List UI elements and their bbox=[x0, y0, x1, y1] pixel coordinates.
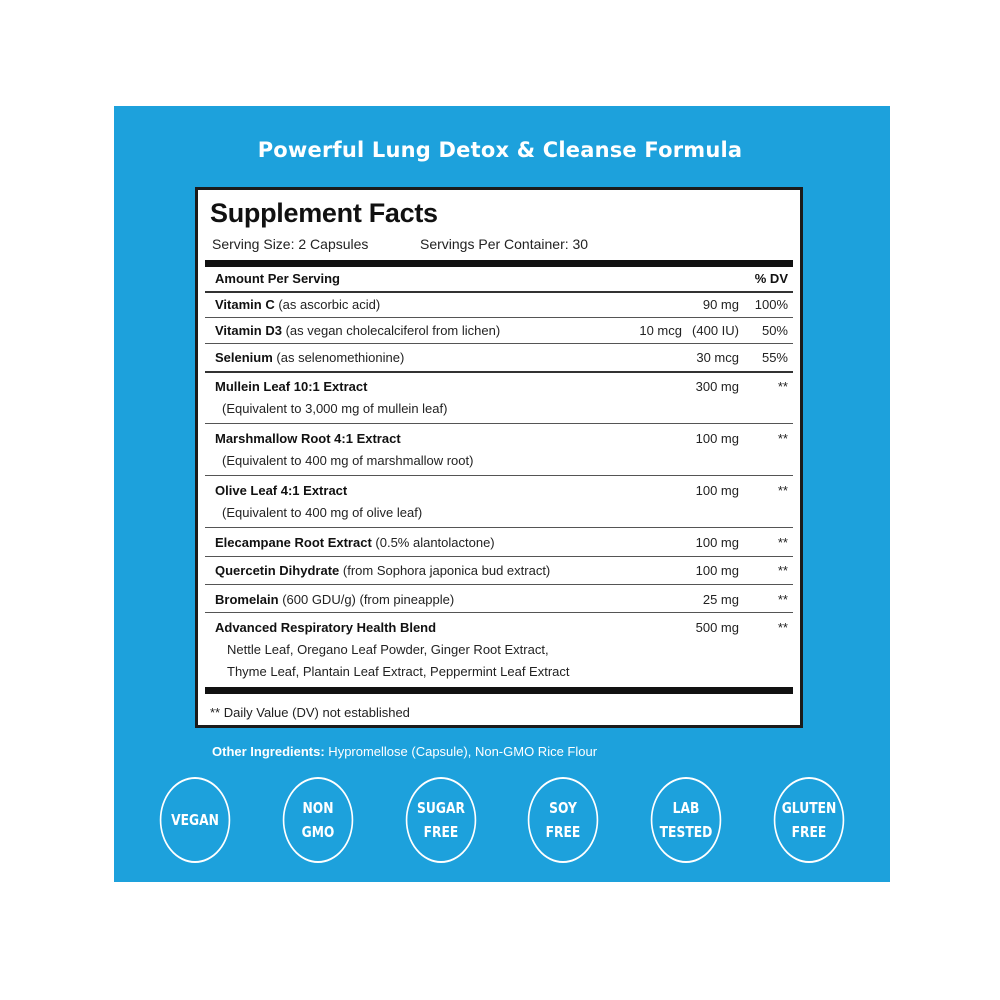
ingredient-row-vitamin-d3: Vitamin D3 (as vegan cholecalciferol from lichen) bbox=[215, 323, 501, 338]
dv-marshmallow: ** bbox=[777, 431, 788, 446]
divider bbox=[205, 527, 793, 528]
badge-vegan: VEGAN bbox=[160, 777, 231, 863]
dv-olive-leaf: ** bbox=[777, 483, 788, 498]
thick-divider bbox=[205, 260, 793, 267]
amount-per-serving-header: Amount Per Serving bbox=[215, 271, 340, 286]
ingredient-row-marshmallow: Marshmallow Root 4:1 Extract bbox=[215, 431, 401, 446]
ingredient-row-bromelain: Bromelain (600 GDU/g) (from pineapple) bbox=[215, 592, 455, 607]
amount-bromelain: 25 mg bbox=[702, 592, 739, 607]
dv-bromelain: ** bbox=[777, 592, 788, 607]
divider bbox=[205, 423, 793, 424]
ingredient-row-quercetin: Quercetin Dihydrate (from Sophora japonica bud extract) bbox=[215, 563, 551, 578]
badge-soy-free: SOY FREE bbox=[528, 777, 599, 863]
olive-leaf-equivalent: (Equivalent to 400 mg of olive leaf) bbox=[222, 505, 423, 520]
dv-header: % DV bbox=[754, 271, 788, 286]
divider bbox=[205, 291, 793, 293]
divider bbox=[205, 475, 793, 476]
dv-elecampane: ** bbox=[777, 535, 788, 550]
amount-extra-vitamin-d3: 10 mcg bbox=[639, 323, 682, 338]
badge-sugar-free: SUGAR FREE bbox=[406, 777, 477, 863]
amount-respiratory-blend: 500 mg bbox=[695, 620, 739, 635]
serving-size: Serving Size: 2 Capsules bbox=[212, 236, 369, 252]
divider bbox=[205, 556, 793, 557]
amount-quercetin: 100 mg bbox=[695, 563, 739, 578]
mullein-equivalent: (Equivalent to 3,000 mg of mullein leaf) bbox=[222, 401, 448, 416]
dv-respiratory-blend: ** bbox=[777, 620, 788, 635]
amount-selenium: 30 mcg bbox=[696, 350, 739, 365]
ingredient-row-elecampane: Elecampane Root Extract (0.5% alantolactone) bbox=[215, 535, 495, 550]
ingredient-row-vitamin-c: Vitamin C (as ascorbic acid) bbox=[215, 297, 381, 312]
facts-title: Supplement Facts bbox=[210, 198, 438, 228]
divider bbox=[205, 584, 793, 585]
thick-divider bbox=[205, 687, 793, 694]
ingredient-row-olive-leaf: Olive Leaf 4:1 Extract bbox=[215, 483, 348, 498]
badge-gluten-free: GLUTEN FREE bbox=[774, 777, 845, 863]
amount-olive-leaf: 100 mg bbox=[695, 483, 739, 498]
ingredient-row-mullein: Mullein Leaf 10:1 Extract bbox=[215, 379, 368, 394]
divider bbox=[205, 371, 793, 373]
ingredient-row-respiratory-blend: Advanced Respiratory Health Blend bbox=[215, 620, 437, 635]
dv-footnote: ** Daily Value (DV) not established bbox=[210, 705, 410, 720]
ingredient-row-selenium: Selenium (as selenomethionine) bbox=[215, 350, 405, 365]
marshmallow-equivalent: (Equivalent to 400 mg of marshmallow root) bbox=[222, 453, 474, 468]
headline: Powerful Lung Detox & Cleanse Formula bbox=[257, 138, 743, 162]
amount-vitamin-c: 90 mg bbox=[702, 297, 739, 312]
amount-elecampane: 100 mg bbox=[695, 535, 739, 550]
divider bbox=[205, 343, 793, 344]
amount-marshmallow: 100 mg bbox=[695, 431, 739, 446]
dv-vitamin-d3: 50% bbox=[761, 323, 788, 338]
supplement-facts-panel bbox=[195, 187, 803, 728]
blend-ingredients-line-1: Nettle Leaf, Oregano Leaf Powder, Ginger Root Extract, bbox=[227, 642, 549, 657]
dv-vitamin-c: 100% bbox=[754, 297, 788, 312]
dv-quercetin: ** bbox=[777, 563, 788, 578]
divider bbox=[205, 612, 793, 613]
badge-non-gmo: NON GMO bbox=[283, 777, 354, 863]
badge-lab-tested: LAB TESTED bbox=[651, 777, 722, 863]
dv-selenium: 55% bbox=[761, 350, 788, 365]
amount-vitamin-d3: (400 IU) bbox=[692, 323, 739, 338]
divider bbox=[205, 317, 793, 318]
servings-per-container: Servings Per Container: 30 bbox=[420, 236, 589, 252]
amount-mullein: 300 mg bbox=[695, 379, 739, 394]
dv-mullein: ** bbox=[777, 379, 788, 394]
blend-ingredients-line-2: Thyme Leaf, Plantain Leaf Extract, Peppermint Leaf Extract bbox=[227, 664, 570, 679]
other-ingredients: Other Ingredients: Hypromellose (Capsule), Non-GMO Rice Flour bbox=[212, 744, 598, 759]
